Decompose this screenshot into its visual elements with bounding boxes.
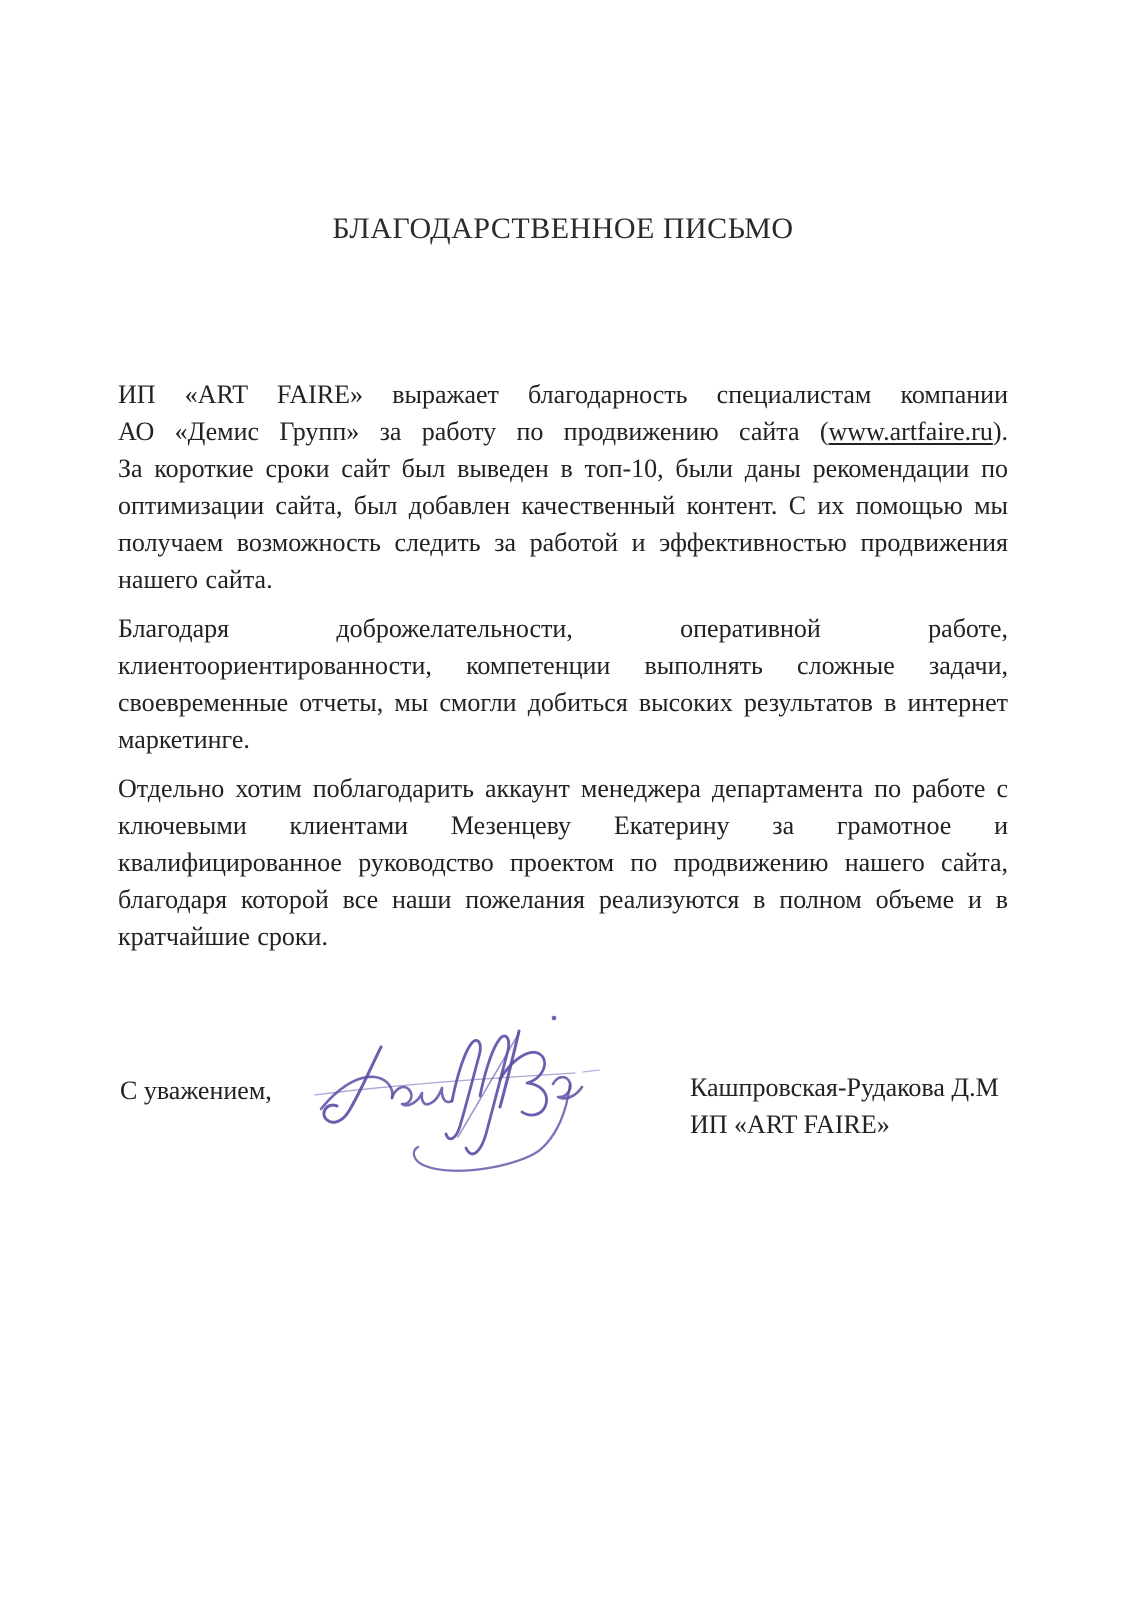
text-segment: своевременные отчеты, мы смогли добиться высоких результатов в интернет [118,688,1008,717]
ink-dot [552,1016,557,1021]
paragraph [118,376,1008,598]
text-segment: ИП «ART FAIRE» выражает благодарность специалистам компании [118,380,1008,409]
closing-salutation: С уважением, [120,1076,272,1105]
text-line [118,561,1008,598]
text-segment: За короткие сроки сайт был выведен в топ-10, были даны рекомендации по [118,454,1008,483]
text-line [118,807,1008,844]
text-segment: маркетинге. [118,725,250,754]
signature-strokes [315,1016,599,1171]
text-segment: ключевыми клиентами Мезенцеву Екатерину за грамотное и [118,811,1008,840]
text-segment: нашего сайта. [118,565,273,594]
paragraph [118,770,1008,955]
text-segment: получаем возможность следить за работой и эффективностью продвижения [118,528,1008,557]
text-line [118,610,1008,647]
text-line [118,721,1008,758]
text-segment: благодаря которой все наши пожелания реализуются в полном объеме и в [118,885,1008,914]
text-segment: Благодаря доброжелательности, оперативной работе, [118,614,1008,643]
letter-body [118,376,1008,967]
text-line [118,647,1008,684]
text-segment: оптимизации сайта, был добавлен качественный контент. С их помощью мы [118,491,1008,520]
text-line [118,844,1008,881]
text-line [118,881,1008,918]
signer-block [690,1069,999,1143]
text-line [118,487,1008,524]
text-segment: АО «Демис Групп» за работу по продвижению сайта ( [118,417,829,446]
website-url: www.artfaire.ru [828,417,993,446]
text-segment: Отдельно хотим поблагодарить аккаунт менеджера департамента по работе с [118,774,1008,803]
text-line [118,524,1008,561]
text-segment: ). [992,417,1008,446]
handwritten-signature [295,985,615,1185]
text-line [118,918,1008,955]
letter-title: БЛАГОДАРСТВЕННОЕ ПИСЬМО [332,212,794,245]
text-line [118,376,1008,413]
text-segment: кратчайшие сроки. [118,922,328,951]
text-segment: квалифицированное руководство проектом по продвижению нашего сайта, [118,848,1008,877]
text-line [118,450,1008,487]
text-line [118,770,1008,807]
text-line [118,684,1008,721]
text-segment: клиентоориентированности, компетенции выполнять сложные задачи, [118,651,1008,680]
signer-name: Кашпровская-Рудакова Д.М [690,1073,999,1102]
text-line [118,413,1008,450]
paragraph [118,610,1008,758]
signer-company: ИП «ART FAIRE» [690,1110,890,1139]
